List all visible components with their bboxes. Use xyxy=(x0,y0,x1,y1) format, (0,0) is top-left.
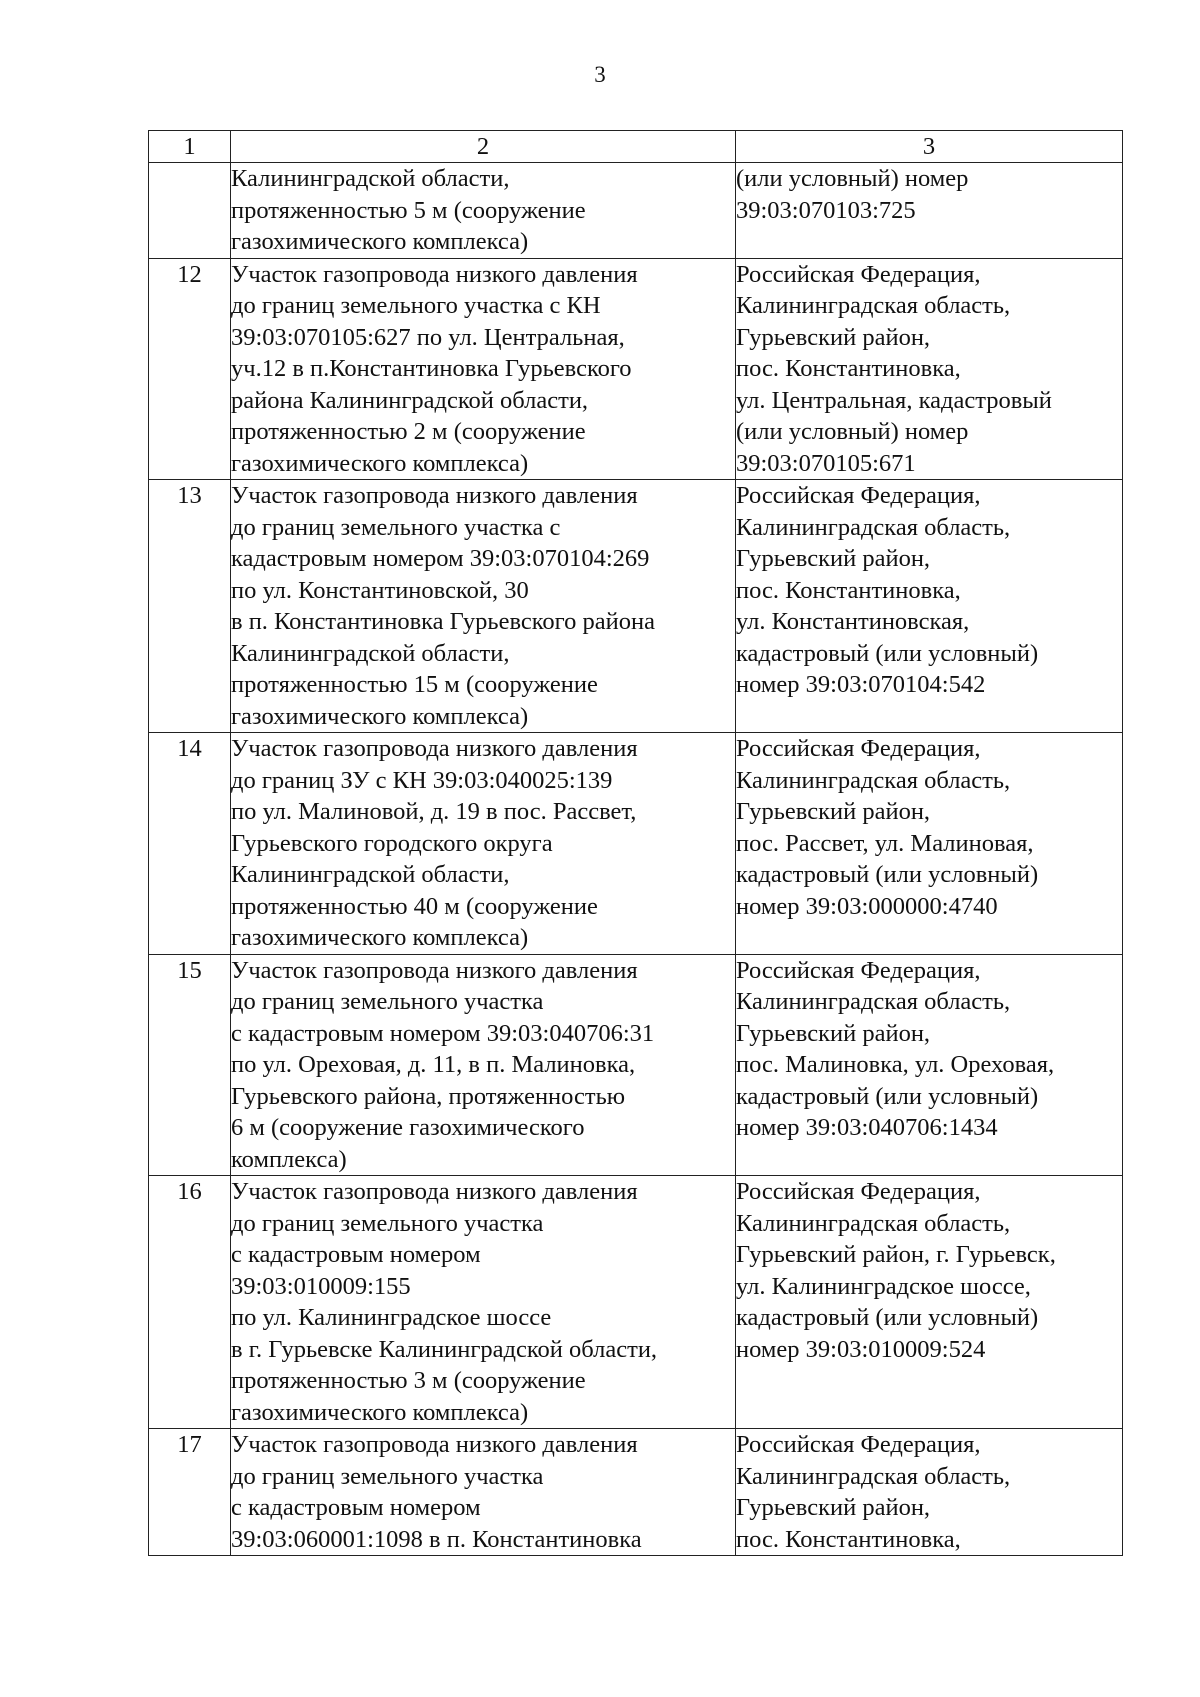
description-line: комплекса) xyxy=(231,1145,347,1173)
address-line: пос. Константиновка, xyxy=(736,576,961,604)
description-line: Гурьевского городского округа xyxy=(231,829,553,857)
address-line: Гурьевский район, xyxy=(736,798,931,825)
description-line: с кадастровым номером 39:03:040706:31 xyxy=(231,1019,655,1047)
objects-table xyxy=(148,130,1123,1556)
table-row xyxy=(149,954,1123,1176)
column-header-3: 3 xyxy=(736,131,1123,163)
address-line: Российская Федерация, xyxy=(736,735,981,762)
address-line: 39:03:070103:725 xyxy=(736,196,916,224)
address-line: Гурьевский район, г. Гурьевск, xyxy=(736,1241,1056,1268)
column-header-1: 1 xyxy=(149,131,231,163)
address-line: Гурьевский район, xyxy=(736,323,931,351)
address-line: номер 39:03:010009:524 xyxy=(736,1335,986,1363)
address-line: ул. Калининградское шоссе, xyxy=(736,1272,1031,1300)
description-line: в п. Константиновка Гурьевского района xyxy=(231,608,655,635)
object-address xyxy=(736,954,1123,1176)
row-number: 13 xyxy=(149,480,231,733)
address-line: Калининградская область, xyxy=(736,1209,1011,1237)
description-line: протяженностью 40 м (сооружение xyxy=(231,892,598,920)
description-line: по ул. Малиновой, д. 19 в пос. Рассвет, xyxy=(231,798,637,825)
description-line: по ул. Константиновской, 30 xyxy=(231,576,529,604)
object-address xyxy=(736,480,1123,733)
object-address xyxy=(736,1429,1123,1556)
address-line: Калининградская область, xyxy=(736,766,1011,794)
object-description xyxy=(231,954,736,1176)
object-address xyxy=(736,1176,1123,1429)
description-line: газохимического комплекса) xyxy=(231,702,529,730)
address-line: Калининградская область, xyxy=(736,513,1011,541)
address-line: Калининградская область, xyxy=(736,1462,1011,1490)
object-address xyxy=(736,163,1123,259)
description-line: 39:03:070105:627 по ул. Центральная, xyxy=(231,323,625,351)
description-line: Гурьевского района, протяженностью xyxy=(231,1082,626,1110)
object-description xyxy=(231,1176,736,1429)
description-line: до границ земельного участка xyxy=(231,988,544,1015)
object-description xyxy=(231,163,736,259)
row-number: 17 xyxy=(149,1429,231,1556)
address-line: пос. Рассвет, ул. Малиновая, xyxy=(736,829,1034,857)
address-line: Российская Федерация, xyxy=(736,482,981,509)
description-line: уч.12 в п.Константиновка Гурьевского xyxy=(231,355,632,382)
description-line: Участок газопровода низкого давления xyxy=(231,1431,638,1458)
address-line: номер 39:03:040706:1434 xyxy=(736,1114,998,1141)
description-line: до границ земельного участка xyxy=(231,1462,544,1490)
address-line: ул. Центральная, кадастровый xyxy=(736,386,1052,414)
address-line: номер 39:03:070104:542 xyxy=(736,671,986,698)
description-line: по ул. Калининградское шоссе xyxy=(231,1304,552,1331)
description-line: газохимического комплекса) xyxy=(231,449,529,477)
table-row xyxy=(149,163,1123,259)
object-address xyxy=(736,258,1123,480)
description-line: по ул. Ореховая, д. 11, в п. Малиновка, xyxy=(231,1051,636,1078)
description-line: кадастровым номером 39:03:070104:269 xyxy=(231,545,650,572)
address-line: (или условный) номер xyxy=(736,165,969,192)
table-row xyxy=(149,1176,1123,1429)
address-line: кадастровый (или условный) xyxy=(736,1304,1039,1331)
description-line: района Калининградской области, xyxy=(231,386,589,414)
description-line: Участок газопровода низкого давления xyxy=(231,735,638,762)
description-line: Калининградской области, xyxy=(231,165,510,192)
address-line: пос. Константиновка, xyxy=(736,1525,961,1553)
description-line: газохимического комплекса) xyxy=(231,228,529,255)
address-line: Российская Федерация, xyxy=(736,956,981,984)
address-line: Гурьевский район, xyxy=(736,1494,931,1521)
row-number: 14 xyxy=(149,733,231,955)
description-line: до границ земельного участка xyxy=(231,1209,544,1237)
description-line: до границ земельного участка с xyxy=(231,513,561,541)
object-description xyxy=(231,1429,736,1556)
page-number: 3 xyxy=(594,62,606,87)
description-line: газохимического комплекса) xyxy=(231,924,529,951)
address-line: Гурьевский район, xyxy=(736,545,931,572)
address-line: Калининградская область, xyxy=(736,292,1011,319)
description-line: до границ земельного участка с КН xyxy=(231,292,601,319)
description-line: Калининградской области, xyxy=(231,639,510,667)
address-line: Гурьевский район, xyxy=(736,1019,931,1047)
address-line: пос. Константиновка, xyxy=(736,355,961,382)
table-row xyxy=(149,733,1123,955)
row-number: 15 xyxy=(149,954,231,1176)
description-line: Калининградской области, xyxy=(231,861,510,888)
table-body xyxy=(149,163,1123,1556)
address-line: пос. Малиновка, ул. Ореховая, xyxy=(736,1051,1055,1078)
description-line: протяженностью 5 м (сооружение xyxy=(231,196,586,224)
row-number: 12 xyxy=(149,258,231,480)
column-header-2: 2 xyxy=(231,131,736,163)
description-line: протяженностью 2 м (сооружение xyxy=(231,418,586,445)
address-line: Российская Федерация, xyxy=(736,1178,981,1205)
description-line: до границ ЗУ с КН 39:03:040025:139 xyxy=(231,766,613,794)
address-line: номер 39:03:000000:4740 xyxy=(736,892,998,920)
description-line: 6 м (сооружение газохимического xyxy=(231,1114,585,1141)
table-row xyxy=(149,258,1123,480)
object-address xyxy=(736,733,1123,955)
address-line: ул. Константиновская, xyxy=(736,608,970,635)
object-description xyxy=(231,480,736,733)
description-line: газохимического комплекса) xyxy=(231,1398,529,1426)
address-line: кадастровый (или условный) xyxy=(736,861,1039,888)
description-line: с кадастровым номером xyxy=(231,1494,481,1521)
table-row xyxy=(149,1429,1123,1556)
description-line: Участок газопровода низкого давления xyxy=(231,1178,638,1205)
object-description xyxy=(231,733,736,955)
description-line: 39:03:060001:1098 в п. Константиновка xyxy=(231,1525,642,1553)
table-header-row xyxy=(149,131,1123,163)
address-line: Калининградская область, xyxy=(736,988,1011,1015)
address-line: кадастровый (или условный) xyxy=(736,639,1039,667)
description-line: Участок газопровода низкого давления xyxy=(231,482,638,509)
address-line: 39:03:070105:671 xyxy=(736,449,916,477)
address-line: Российская Федерация, xyxy=(736,1431,981,1458)
table-row xyxy=(149,480,1123,733)
object-description xyxy=(231,258,736,480)
description-line: протяженностью 3 м (сооружение xyxy=(231,1367,586,1394)
description-line: с кадастровым номером xyxy=(231,1241,481,1268)
row-number: 16 xyxy=(149,1176,231,1429)
description-line: Участок газопровода низкого давления xyxy=(231,260,638,288)
description-line: 39:03:010009:155 xyxy=(231,1272,411,1300)
address-line: (или условный) номер xyxy=(736,418,969,445)
description-line: в г. Гурьевске Калининградской области, xyxy=(231,1335,658,1363)
description-line: протяженностью 15 м (сооружение xyxy=(231,671,598,698)
address-line: кадастровый (или условный) xyxy=(736,1082,1039,1110)
address-line: Российская Федерация, xyxy=(736,260,981,288)
row-number xyxy=(149,163,231,259)
description-line: Участок газопровода низкого давления xyxy=(231,956,638,984)
